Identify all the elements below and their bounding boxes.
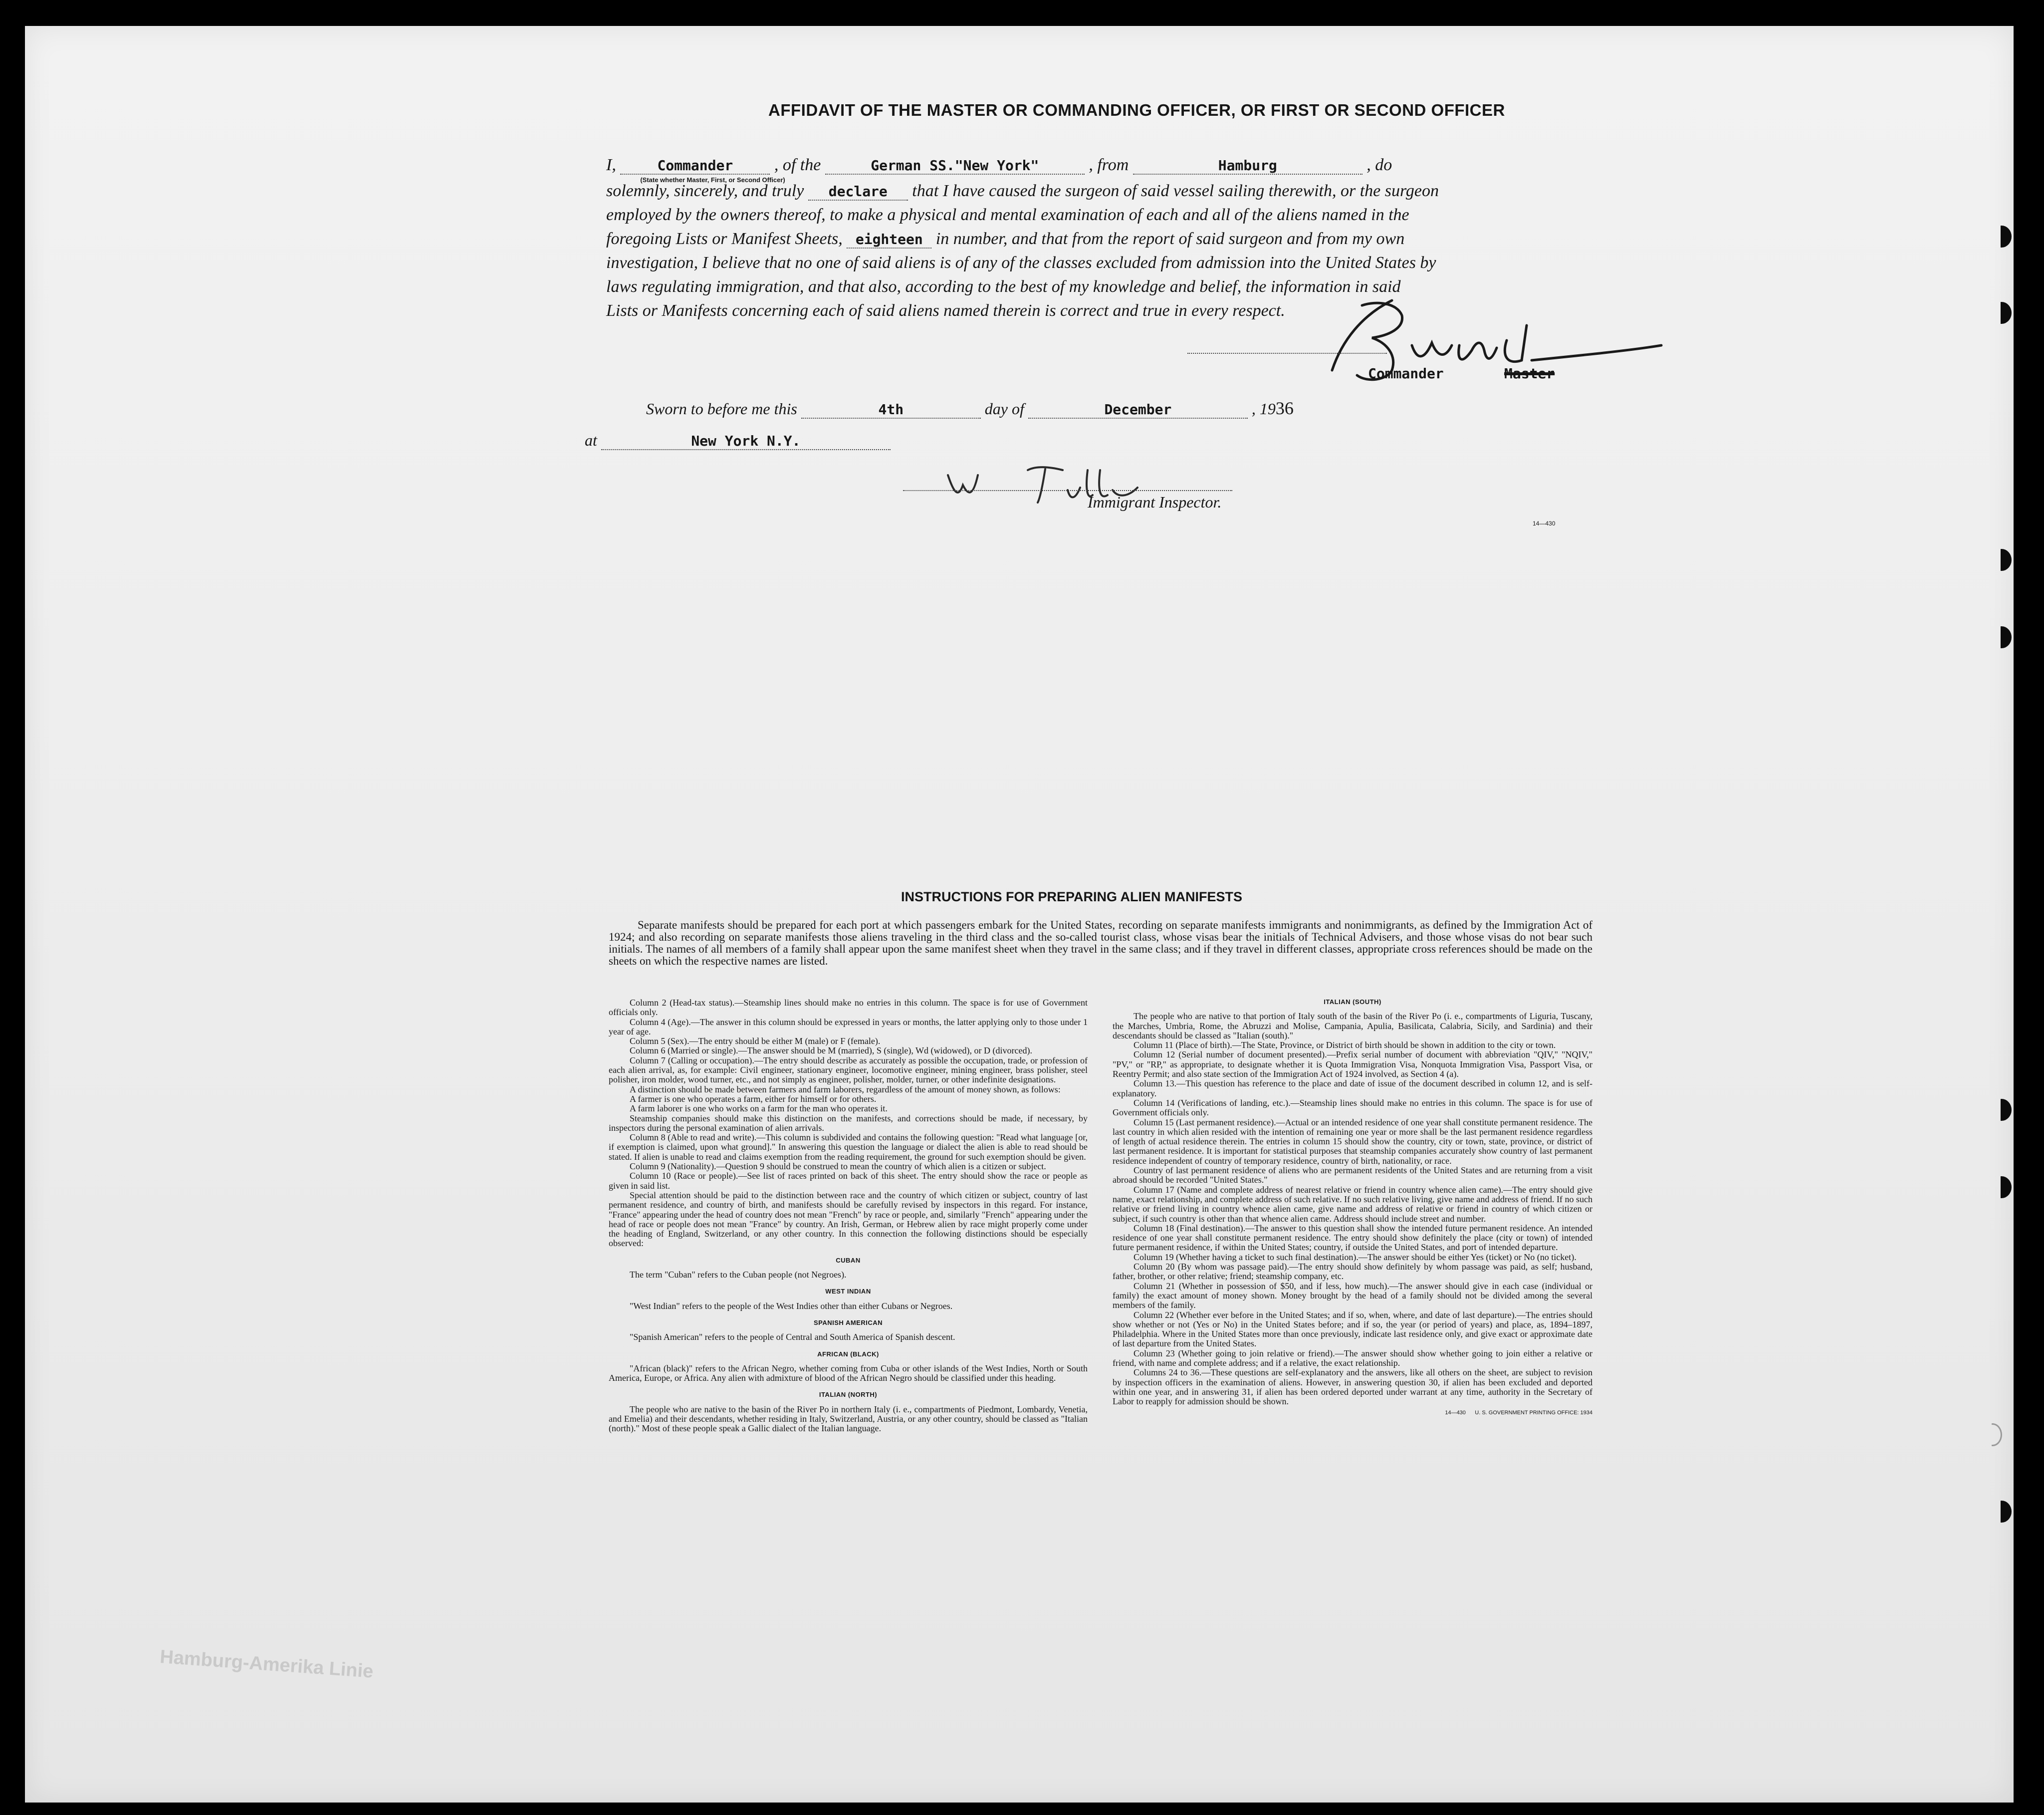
affidavit-title: AFFIDAVIT OF THE MASTER OR COMMANDING OFFICER, OR FIRST OR SECOND OFFICER	[768, 101, 1505, 119]
instruction-paragraph: A distinction should be made between farmers and farm laborers, regardless of the amount of money shown, as follows:	[630, 1084, 1061, 1094]
instruction-paragraph: Column 10 (Race or people).—See list of races printed on back of this sheet. The entry should show the race or people as given in said list.	[609, 1171, 1088, 1191]
instructions-title: INSTRUCTIONS FOR PREPARING ALIEN MANIFESTS	[901, 889, 1243, 904]
do-label: , do	[1366, 156, 1392, 174]
count-value: eighteen	[847, 231, 931, 249]
instruction-paragraph: A farmer is one who operates a farm, either for himself or for others.	[630, 1093, 877, 1104]
affidavit-line-7: Lists or Manifests concerning each of said aliens named therein is correct and true in every respect.	[606, 301, 1285, 320]
affidavit-line-5: investigation, I believe that no one of said aliens is of any of the classes excluded from admission into the United States by	[606, 254, 1436, 272]
affidavit-line-3: employed by the owners thereof, to make a physical and mental examination of each and all of the aliens named in the	[606, 206, 1409, 224]
instruction-paragraph: Column 17 (Name and complete address of nearest relative or friend in country whence alien came).—The entry should give name, exact relationship, and complete address of such relative. If no such relative living, give name and address of friend. If no such relative or friend living in country whence alien came, give name and address of relative or friend in country of which citizen or subject, if such country is other than that whence alien came. Address should include street and number.	[1113, 1184, 1592, 1224]
line4-a: foregoing Lists or Manifest Sheets,	[606, 230, 843, 248]
instruction-paragraph: Column 4 (Age).—The answer in this column should be expressed in years or months, the latter applying only to those under 1 year of age.	[609, 1017, 1088, 1037]
instruction-paragraph: Column 22 (Whether ever before in the United States; and if so, when, where, and date of last departure).—The entries should show whether or not (Yes or No) in the United States before; and if so, the year (or period of years) and place, as, 1894–1897, Philadelphia. Where in the United States more than once previously, indicate last residence only, and give exact or approximate date of last departure from the United States.	[1113, 1309, 1592, 1349]
italian-north-heading: ITALIAN (NORTH)	[819, 1391, 878, 1399]
instruction-paragraph: A farm laborer is one who works on a farm for the man who operates it.	[630, 1103, 888, 1114]
west-indian-heading: WEST INDIAN	[825, 1288, 871, 1296]
instruction-paragraph: Steamship companies should make this distinction on the manifests, and corrections should be made, if necessary, by inspectors during the personal examination of alien arrivals.	[609, 1113, 1088, 1133]
instruction-paragraph: Column 8 (Able to read and write).—This column is subdivided and contains the following question: "Read what language [or, if exemption is claimed, upon what ground]." In answering this question the language or dialect the alien is able to read should be stated. If alien is unable to read and claims exemption from the reading requirement, the ground for such exemption should be given.	[609, 1132, 1088, 1162]
at-line	[585, 431, 891, 450]
day-value: 4th	[801, 401, 981, 419]
west-indian-text: "West Indian" refers to the people of the West Indies other than either Cubans or Negroes.	[630, 1300, 953, 1311]
spanish-american-text: "Spanish American" refers to the people of Central and South America of Spanish descent.	[630, 1332, 955, 1342]
instruction-paragraph: Column 19 (Whether having a ticket to such final destination).—The answer should be either Yes (ticket) or No (no ticket).	[1134, 1252, 1577, 1262]
italian-south-heading: ITALIAN (SOUTH)	[1324, 998, 1381, 1006]
affidavit-line-6: laws regulating immigration, and that also, according to the best of my knowledge and belief, the information in said	[606, 277, 1401, 296]
left-paragraphs	[609, 998, 1088, 1249]
binder-hole-ghost	[1983, 1423, 2002, 1446]
instruction-paragraph: Column 2 (Head-tax status).—Steamship lines should make no entries in this column. The space is for use of Government officials only.	[609, 998, 1088, 1018]
binder-hole	[1992, 226, 2012, 248]
i-label: I,	[606, 156, 616, 174]
spanish-american-heading: SPANISH AMERICAN	[813, 1318, 883, 1326]
binder-hole	[1992, 302, 2012, 324]
instruction-paragraph: Column 23 (Whether going to join relative or friend).—The answer should show whether going to join either a relative or friend, with name and complete address; and if a relative, the exact relationship.	[1113, 1348, 1592, 1368]
signature-line	[1187, 353, 1387, 354]
inspector-line	[903, 490, 1232, 491]
bleed-through-text	[1711, 420, 1718, 434]
instructions-footer	[1113, 1408, 1592, 1418]
port-value: Hamburg	[1133, 157, 1363, 175]
african-heading: AFRICAN (BLACK)	[817, 1350, 879, 1358]
african-text: "African (black)" refers to the African Negro, whether coming from Cuba or other islands of the West Indies, North or South America, Europe, or Africa. Any alien with admixture of blood of the African Negro should be classified under this heading.	[609, 1363, 1088, 1383]
instruction-paragraph: Column 9 (Nationality).—Question 9 should be construed to mean the country of which alien is a citizen or subject.	[630, 1161, 1046, 1172]
affidavit-line-1	[606, 156, 1604, 184]
instructions-right-column	[1113, 997, 1592, 1418]
instruction-paragraph: Column 18 (Final destination).—The answer to this question shall show the intended future permanent residence. An intended residence of one year shall constitute permanent residence. The entry should show definitely the place (city or town) of intended future permanent residence, if within the United States; country, if outside the United States, and port of intended departure.	[1113, 1223, 1592, 1253]
from-label: , from	[1089, 156, 1129, 174]
struck-master: Master	[1504, 365, 1555, 382]
of-the-label: , of the	[774, 156, 821, 174]
sworn-label: Sworn to before me this	[646, 400, 797, 418]
sworn-line	[646, 398, 1294, 419]
day-of-label: day of	[984, 400, 1024, 418]
instruction-paragraph: Column 5 (Sex).—The entry should be either M (male) or F (female).	[630, 1036, 881, 1046]
at-label: at	[585, 431, 597, 449]
cuban-heading: CUBAN	[836, 1256, 861, 1264]
instruction-paragraph: Column 14 (Verifications of landing, etc.).—Steamship lines should make no entries in this column. The space is for use of Government officials only.	[1113, 1097, 1592, 1118]
footer-form-number: 14—430	[1445, 1410, 1466, 1416]
rank-value: Commander	[657, 157, 733, 174]
month-value: December	[1028, 401, 1248, 419]
place-value: New York N.Y.	[601, 433, 891, 450]
instruction-paragraph: Columns 24 to 36.—These questions are self-explanatory and the answers, like all others on the sheet, are subject to revision by inspection officers in the examination of aliens. However, in answering question 30, if alien has been excluded and deported within one year, and in answering 31, if alien has been ordered deported under warrant at any time, authority in the Secretary of Labor to reapply for admission should be shown.	[1113, 1367, 1592, 1407]
instruction-paragraph: Column 6 (Married or single).—The answer should be M (married), S (single), Wd (widowed), or D (divorced).	[630, 1045, 1032, 1056]
commander-signature	[1282, 285, 1706, 390]
vessel-value: German SS."New York"	[825, 157, 1085, 175]
company-stamp-ghost: Hamburg-Amerika Linie	[159, 1646, 374, 1682]
instruction-paragraph: The people who are native to that portion of Italy south of the basin of the River Po (i. e., compartments of Liguria, Tuscany, the Marches, Umbria, Rome, the Abruzzi and Molise, Campania, Apulia, Basilicata, Calabria, Sicily, and Sardinia) and their descendants should be classed as "Italian (south)."	[1113, 1011, 1592, 1040]
declare-value: declare	[808, 183, 908, 201]
affidavit-line-2	[606, 182, 1604, 201]
instructions-intro: Separate manifests should be prepared for each port at which passengers embark for the United States, recording on separate manifests immigrants and nonimmigrants, as defined by the Immigration Act of 1924; and also recording on separate manifests those aliens traveling in the third class and the so-called tourist class, whose visas bear the initials of Technical Advisers, and those whose visas do not bear such initials. The names of all members of a family shall appear upon the same manifest sheet when they travel in the same class; and if they travel in different classes, appropriate cross references should be made on the sheets on which the respective names are listed.	[609, 919, 1592, 967]
instruction-paragraph: Column 20 (By whom was passage paid).—The entry should show definitely by whom passage was paid, as self; husband, father, brother, or other relative; friend; steamship company, etc.	[1113, 1262, 1592, 1282]
binder-hole	[1992, 1176, 2012, 1198]
cuban-text: The term "Cuban" refers to the Cuban people (not Negroes).	[630, 1270, 847, 1280]
line4-b: in number, and that from the report of said surgeon and from my own	[935, 230, 1405, 248]
line2-b: that I have caused the surgeon of said vessel sailing therewith, or the surgeon	[912, 182, 1439, 200]
instruction-paragraph: Column 11 (Place of birth).—The State, Province, or District of birth should be shown in addition to the city or town.	[1134, 1040, 1556, 1050]
affidavit-line-4	[606, 230, 1604, 249]
rank-note: (State whether Master, First, or Second Officer)	[640, 176, 785, 184]
italian-north-text: The people who are native to the basin of the River Po in northern Italy (i. e., compartments of Piedmont, Lombardy, Venetia, and Emelia) and their descendants, whether residing in Italy, Switzerland, Austria, or any other country, should be classed as "Italian (north)." Most of these people speak a Gallic dialect of the Italian language.	[609, 1404, 1088, 1434]
binder-hole	[1992, 1099, 2012, 1121]
binder-hole	[1992, 626, 2012, 648]
rank-field	[620, 157, 785, 184]
right-paragraphs	[1113, 1012, 1592, 1406]
instruction-paragraph: Column 12 (Serial number of document presented).—Prefix serial number of document with abbreviation "QIV," "NQIV," "PV," or "RP," as appropriate, to designate whether it is Quota Immigration Visa, Nonquota Immigration Visa, Passport Visa, or Reentry Permit; and also state section of the Immigration Act of 1924 involved, as Section 4 (a).	[1113, 1049, 1592, 1079]
instruction-paragraph: Country of last permanent residence of aliens who are permanent residents of the United States and are returning from a visit abroad should be recorded "United States."	[1113, 1165, 1592, 1185]
instruction-paragraph: Special attention should be paid to the distinction between race and the country of which citizen or subject, country of last permanent residence, and country of birth, and manifests should be carefully revised by inspectors in this regard. For instance, "France" appearing under the head of country does not mean "French" by race or people, and, similarly "French" appearing under the head of race or people does not mean "France" by country. An Irish, German, or Hebrew alien by race might properly come under the heading of England, Switzerland, or any other country. In this connection the following distinctions should be especially observed:	[609, 1190, 1088, 1249]
instruction-paragraph: Column 13.—This question has reference to the place and date of issue of the document described in column 12, and is self-explanatory.	[1113, 1078, 1592, 1098]
form-number-top: 14—430	[1533, 520, 1556, 527]
manifest-sheet	[25, 26, 2014, 1803]
line2-a: solemnly, sincerely, and truly	[606, 182, 804, 200]
bleed-through-header	[923, 116, 933, 148]
instruction-paragraph: Column 7 (Calling or occupation).—The entry should describe as accurately as possible the occupation, trade, or profession of each alien arrival, as, for example: Civil engineer, stationary engineer, locomotive engineer, mining engineer, brass polisher, steel polisher, iron molder, wood turner, etc., and not simply as engineer, polisher, molder, turner, or other indefinite designations.	[609, 1055, 1088, 1085]
instruction-paragraph: Column 15 (Last permanent residence).—Actual or an intended residence of one year shall constitute permanent residence. The last country in which alien resided with the intention of remaining one year or more shall be the last permanent residence regardless of length of actual residence therein. The entries in column 15 should show the country, city or town, state, province, or district of last permanent residence. It is important for statistical purposes that steamship companies accurately show country of last permanent residence independent of country of temporary residence, country of birth, nationality, or race.	[1113, 1117, 1592, 1166]
instructions-left-column	[609, 998, 1088, 1434]
signature-title: Commander	[1368, 365, 1444, 382]
year-prefix: , 19	[1251, 400, 1276, 418]
footer-printing-office: U. S. GOVERNMENT PRINTING OFFICE: 1934	[1475, 1410, 1592, 1416]
binder-hole	[1992, 549, 2012, 571]
instruction-paragraph: Column 21 (Whether in possession of $50, and if less, how much).—The answer should give in each case (individual or family) the exact amount of money shown. Money brought by the head of a family should not be divided among the several members of the family.	[1113, 1281, 1592, 1310]
binder-hole	[1992, 1501, 2012, 1523]
year-value: 36	[1275, 398, 1294, 418]
inspector-label: Immigrant Inspector.	[1088, 493, 1222, 511]
